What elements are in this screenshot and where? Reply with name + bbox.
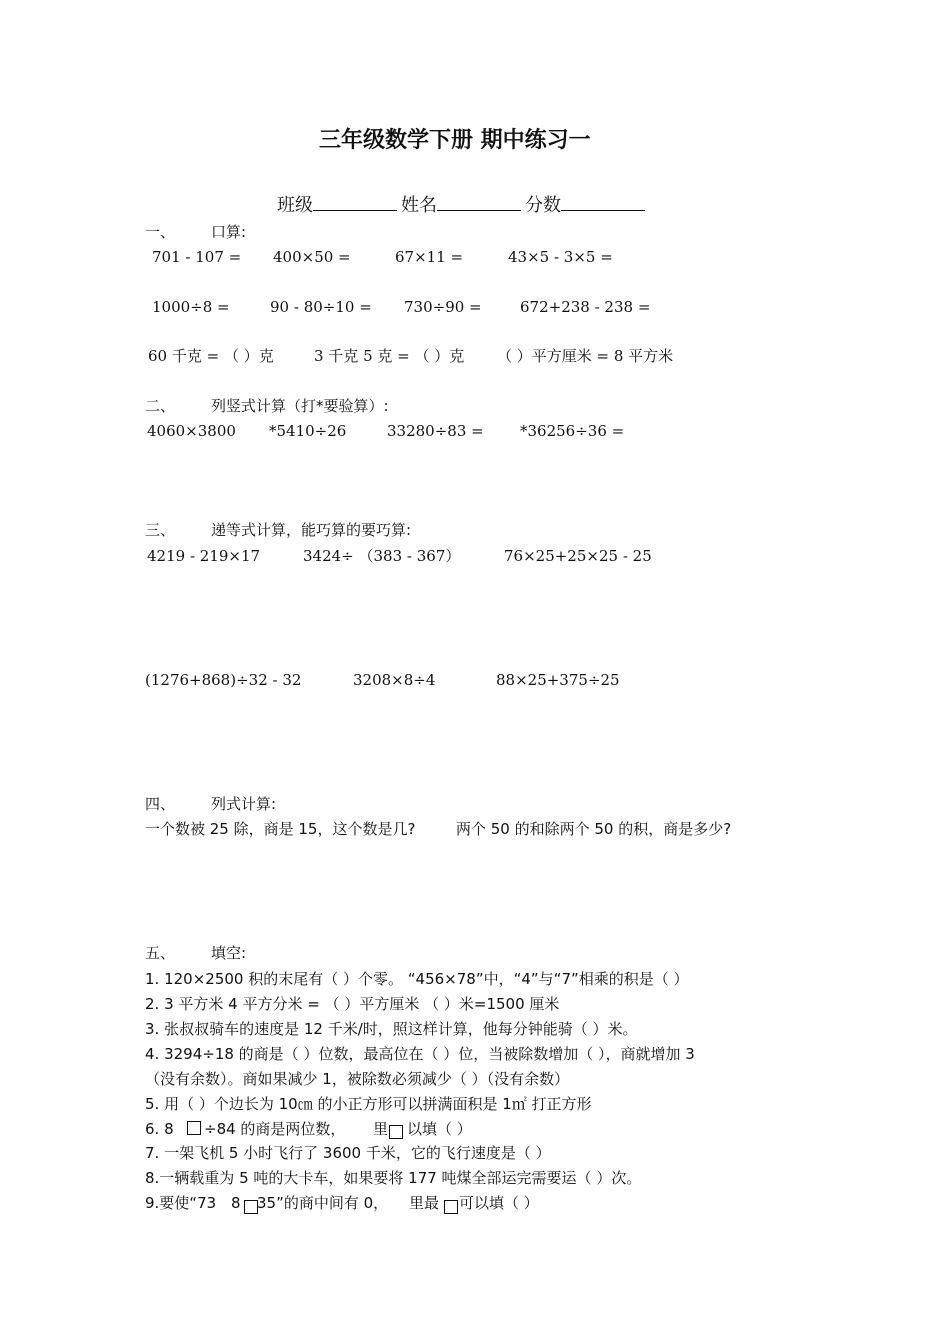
section-1-number: 一、 [145, 223, 176, 241]
s4-question-2: 两个 50 的和除两个 50 的积，商是多少? [456, 820, 732, 838]
s5-line-9-mid2: 里最 [409, 1194, 440, 1212]
s3-r1-item: 3424÷ （383 - 367） [303, 547, 461, 565]
section-3-number: 三、 [145, 521, 176, 539]
student-info-line [277, 194, 649, 217]
s1-r3-item: 60 千克 = （ ）克 [148, 347, 274, 365]
section-3-title: 递等式计算，能巧算的要巧算: [211, 521, 412, 539]
class-label: 班级 [277, 195, 313, 216]
s5-line-4b: （没有余数）。商如果减少 1，被除数必须减少（ ）（没有余数） [145, 1070, 570, 1088]
s1-r1-item: 701 - 107 = [152, 248, 242, 266]
class-blank[interactable] [313, 194, 397, 211]
section-5-title: 填空: [211, 944, 247, 962]
section-2-title: 列竖式计算（打*要验算）: [211, 397, 389, 415]
score-label: 分数 [525, 195, 561, 216]
blank-box[interactable] [389, 1125, 403, 1139]
s5-line-4a: 4. 3294÷18 的商是（ ）位数，最高位在（ ）位，当被除数增加（ ），商就增加 3 [145, 1045, 695, 1063]
s5-line-1: 1. 120×2500 积的末尾有（ ）个零。 “456×78”中，“4”与“7”相乘的积是（ ） [145, 970, 689, 988]
s5-line-5: 5. 用（ ）个边长为 10㎝ 的小正方形可以拼满面积是 1㎡ 打正方形 [145, 1095, 592, 1113]
s1-r1-item: 400×50 = [273, 248, 351, 266]
s5-line-9-digit: 8 [231, 1194, 241, 1212]
s1-r3-item: （ ）平方厘米 = 8 平方米 [497, 347, 674, 365]
s3-r2-item: 3208×8÷4 [353, 671, 436, 689]
s3-r1-item: 4219 - 219×17 [147, 547, 261, 565]
s1-r2-item: 672+238 - 238 = [520, 298, 651, 316]
blank-box[interactable] [444, 1200, 458, 1214]
s5-line-9-mid: 35”的商中间有 0， [257, 1194, 389, 1212]
section-1-title: 口算: [211, 223, 247, 241]
blank-box[interactable] [187, 1121, 201, 1135]
s5-line-6-mid2: 里 [373, 1120, 389, 1138]
s2-item: 33280÷83 = [387, 422, 484, 440]
page-title: 三年级数学下册 期中练习一 [319, 128, 591, 153]
s5-line-9-start: 9.要使“73 [145, 1194, 217, 1212]
s4-question-1: 一个数被 25 除，商是 15，这个数是几? [145, 820, 416, 838]
s5-line-6-mid: ÷84 的商是两位数， [204, 1120, 346, 1138]
section-4-number: 四、 [145, 795, 176, 813]
section-5-number: 五、 [145, 944, 176, 962]
blank-box[interactable] [244, 1200, 258, 1214]
section-4-title: 列式计算: [211, 795, 277, 813]
s2-item: *5410÷26 [269, 422, 347, 440]
s3-r2-item: (1276+868)÷32 - 32 [145, 671, 302, 689]
s1-r2-item: 90 - 80÷10 = [270, 298, 372, 316]
s5-line-9-end: 可以填（ ） [459, 1194, 539, 1212]
section-2-number: 二、 [145, 397, 176, 415]
s5-line-3: 3. 张叔叔骑车的速度是 12 千米/时，照这样计算，他每分钟能骑（ ）米。 [145, 1020, 638, 1038]
s1-r2-item: 1000÷8 = [152, 298, 230, 316]
s5-line-7: 7. 一架飞机 5 小时飞行了 3600 千米，它的飞行速度是（ ） [145, 1144, 551, 1162]
score-blank[interactable] [561, 194, 645, 211]
s5-line-2: 2. 3 平方米 4 平方分米 = （ ）平方厘米 （ ）米=1500 厘米 [145, 995, 560, 1013]
s1-r1-item: 43×5 - 3×5 = [508, 248, 613, 266]
s3-r1-item: 76×25+25×25 - 25 [504, 547, 652, 565]
s1-r3-item: 3 千克 5 克 = （ ）克 [314, 347, 465, 365]
s3-r2-item: 88×25+375÷25 [496, 671, 620, 689]
s5-line-6-start: 6. 8 [145, 1120, 174, 1138]
name-blank[interactable] [437, 194, 521, 211]
name-label: 姓名 [401, 195, 437, 216]
s2-item: *36256÷36 = [520, 422, 625, 440]
s5-line-6-end: 以填（ ） [407, 1120, 472, 1138]
s1-r1-item: 67×11 = [395, 248, 464, 266]
s5-line-8: 8.一辆载重为 5 吨的大卡车，如果要将 177 吨煤全部运完需要运（ ）次。 [145, 1169, 642, 1187]
s2-item: 4060×3800 [147, 422, 236, 440]
s1-r2-item: 730÷90 = [404, 298, 482, 316]
